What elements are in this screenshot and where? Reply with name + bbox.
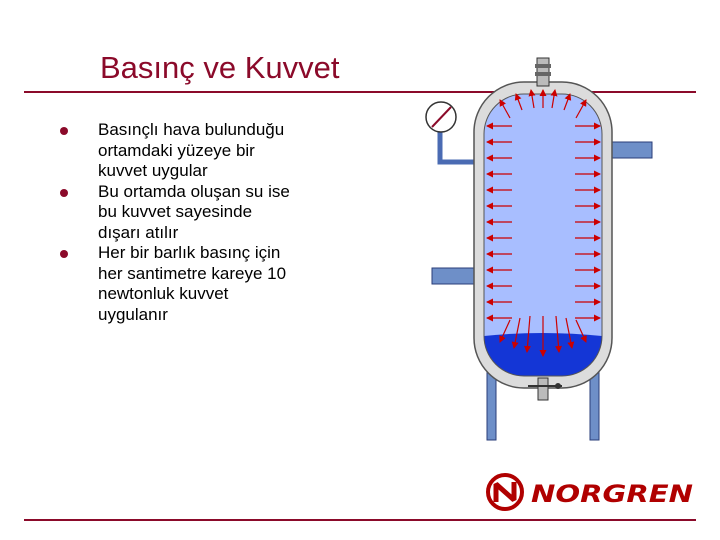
footer-rule — [24, 519, 696, 521]
bullet-line: her santimetre kareye 10 — [98, 263, 287, 283]
bullet-line: dışarı atılır — [98, 222, 179, 242]
norgren-logo — [485, 472, 697, 512]
bullet-dot-icon — [60, 250, 68, 258]
bullet-item — [60, 120, 360, 182]
norgren-emblem-icon — [488, 475, 522, 509]
bullet-line: Her bir barlık basınç için — [98, 243, 281, 262]
bullet-line: bu kuvvet sayesinde — [98, 202, 253, 221]
bullet-line: ortamdaki yüzeye bir — [98, 140, 255, 160]
bullet-line: newtonluk kuvvet — [98, 284, 229, 303]
bullet-line: uygulanır — [98, 304, 168, 324]
slide-title: Basınç ve Kuvvet — [100, 50, 340, 85]
bullet-list — [60, 120, 360, 325]
bullet-item — [60, 182, 360, 244]
pressure-tank-diagram — [415, 50, 665, 450]
bullet-dot-icon — [60, 127, 68, 135]
bullet-line: Basınçlı hava bulunduğu — [98, 120, 285, 139]
norgren-wordmark: NORGREN — [531, 480, 693, 508]
top-valve-icon — [535, 58, 551, 86]
bullet-line: kuvvet uygular — [98, 161, 208, 180]
bullet-item — [60, 243, 360, 325]
bullet-line: Bu ortamda oluşan su ise — [98, 181, 290, 201]
pressure-gauge-icon — [426, 102, 456, 132]
bullet-dot-icon — [60, 189, 68, 197]
